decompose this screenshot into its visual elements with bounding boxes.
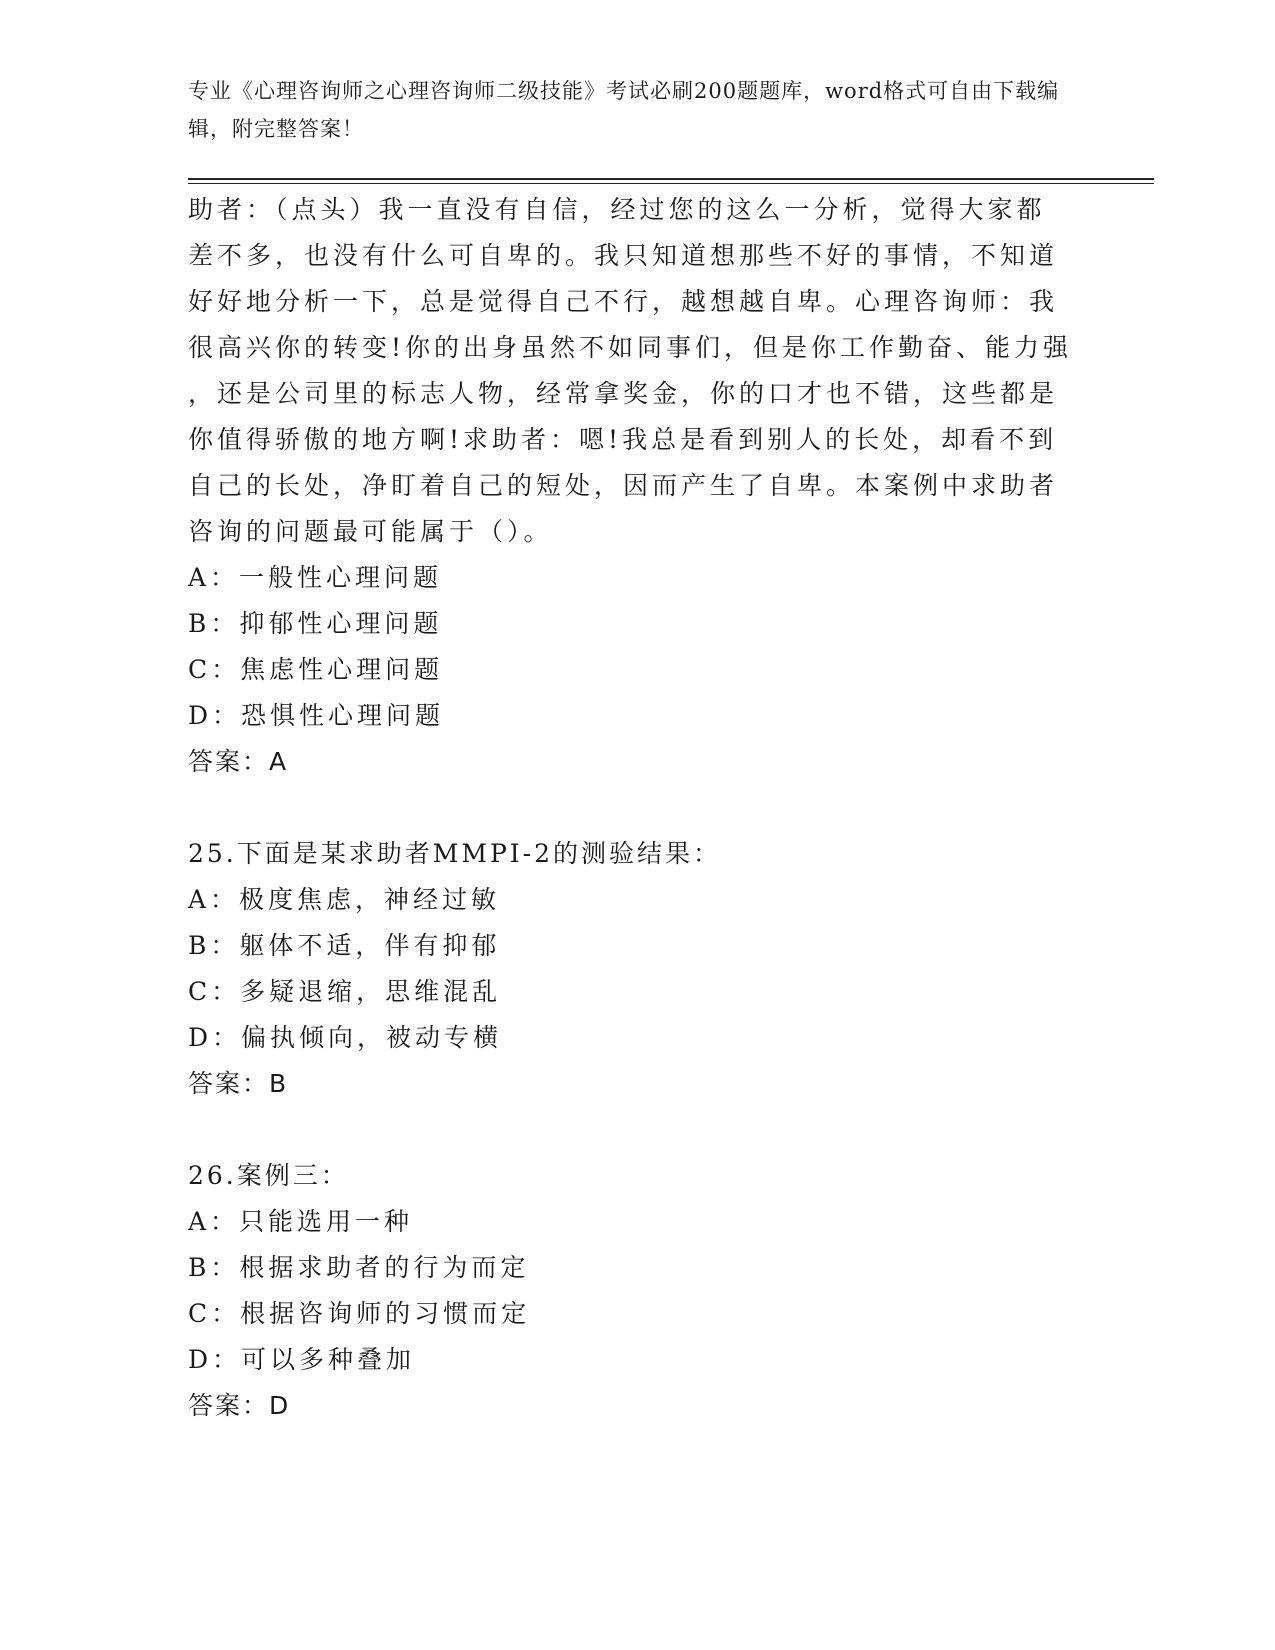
question-text-line: 你值得骄傲的地方啊!求助者：嗯!我总是看到别人的长处，却看不到 xyxy=(188,425,1058,454)
document-header: 专业《心理咨询师之心理咨询师二级技能》考试必刷200题题库，word格式可自由下载编辑，附完整答案！ xyxy=(188,79,1060,141)
option-c: C：根据咨询师的习惯而定 xyxy=(188,1299,531,1328)
option-b: B：躯体不适，伴有抑郁 xyxy=(188,931,501,960)
option-d: D：可以多种叠加 xyxy=(188,1345,416,1374)
option-b: B：抑郁性心理问题 xyxy=(188,609,443,638)
option-c: C：焦虑性心理问题 xyxy=(188,655,444,684)
question-26 xyxy=(188,1153,1088,1429)
option-c: C：多疑退缩，思维混乱 xyxy=(188,977,502,1006)
option-a: A：只能选用一种 xyxy=(188,1207,414,1236)
question-text-line: 很高兴你的转变!你的出身虽然不如同事们，但是你工作勤奋、能力强 xyxy=(188,333,1073,362)
document-body xyxy=(188,187,1088,1429)
question-text-line: 差不多，也没有什么可自卑的。我只知道想那些不好的事情，不知道 xyxy=(188,241,1059,270)
answer-line: 答案：A xyxy=(188,747,289,776)
option-d: D：偏执倾向，被动专横 xyxy=(188,1023,503,1052)
answer-line: 答案：B xyxy=(188,1069,289,1098)
answer-line: 答案：D xyxy=(188,1391,291,1420)
question-text-line: 助者：（点头）我一直没有自信，经过您的这么一分析，觉得大家都 xyxy=(188,195,1046,224)
question-text-line: 咨询的问题最可能属于（）。 xyxy=(188,517,553,546)
question-title: 25.下面是某求助者MMPI-2的测验结果： xyxy=(188,839,722,868)
question-25 xyxy=(188,831,1088,1107)
option-a: A：极度焦虑，神经过敏 xyxy=(188,885,501,914)
option-b: B：根据求助者的行为而定 xyxy=(188,1253,530,1282)
question-text-line: ，还是公司里的标志人物，经常拿奖金，你的口才也不错，这些都是 xyxy=(188,379,1059,408)
question-24-continuation xyxy=(188,187,1088,785)
question-title: 26.案例三： xyxy=(188,1161,349,1190)
question-text-line: 好好地分析一下，总是觉得自己不行，越想越自卑。心理咨询师：我 xyxy=(188,287,1059,316)
question-text-line: 自己的长处，净盯着自己的短处，因而产生了自卑。本案例中求助者 xyxy=(188,471,1059,500)
option-d: D：恐惧性心理问题 xyxy=(188,701,445,730)
header-divider xyxy=(188,178,1154,184)
option-a: A：一般性心理问题 xyxy=(188,563,443,592)
